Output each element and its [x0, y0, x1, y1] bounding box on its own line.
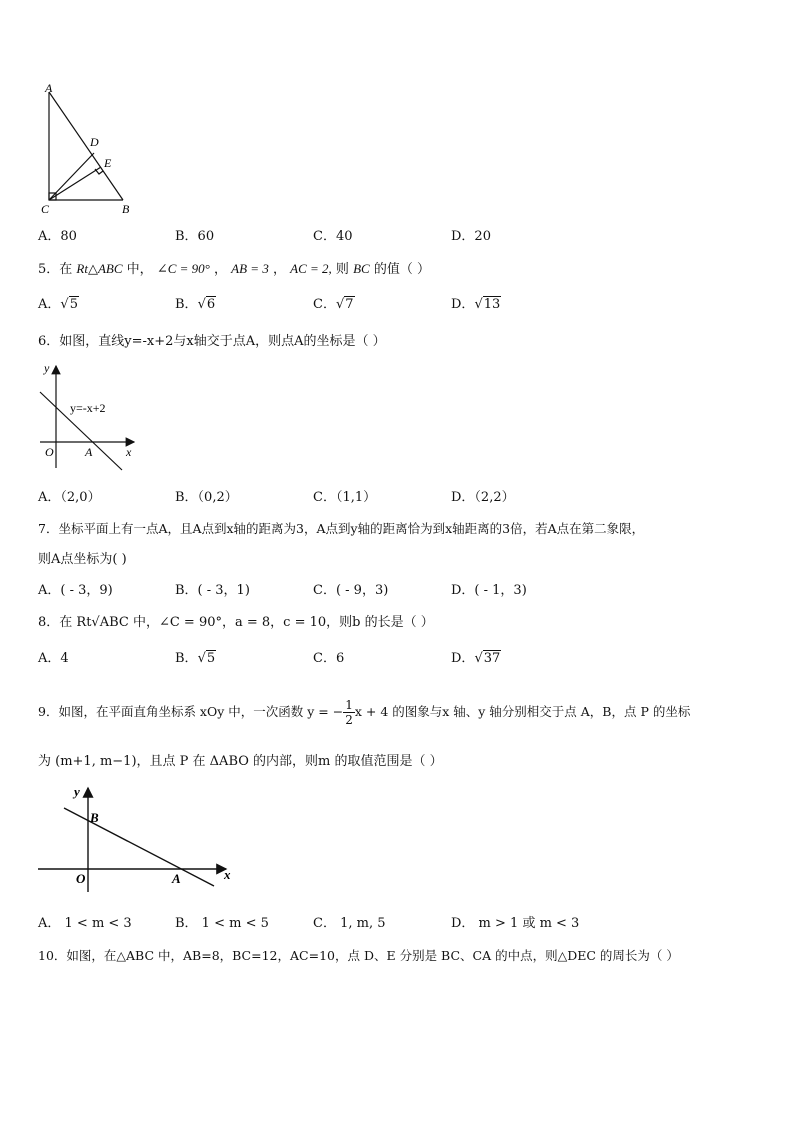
- q7-stem-line1: 7．坐标平面上有一点A，且A点到x轴的距离为3，A点到y轴的距离恰为到x轴距离的3倍，若A点在第二象限，: [38, 521, 645, 536]
- q7-option-d[interactable]: D．( - 1，3): [451, 583, 527, 598]
- q5-option-b-letter: B．: [175, 297, 198, 312]
- graph-figure-q9: [36, 782, 241, 894]
- q6-option-b[interactable]: B．（0,2）: [175, 490, 238, 505]
- q9-fraction-numerator: 1: [345, 697, 353, 712]
- q5-sep-1: ，: [214, 262, 228, 277]
- q8-option-c-value: 6: [335, 651, 345, 666]
- x-axis-label: x: [126, 445, 132, 459]
- q9-fraction-denominator: 2: [345, 712, 353, 727]
- sqrt-icon: √7: [335, 297, 354, 312]
- line-graph: [64, 808, 214, 886]
- q5-ac: AC = 2,: [290, 261, 332, 276]
- label-d: D: [90, 135, 99, 149]
- q9-stem-b: x + 4 的图象与x 轴、y 轴分别相交于点 A，B，点 P 的坐标: [354, 704, 691, 719]
- q8-option-b-radicand: 5: [206, 651, 216, 666]
- q5-then: 则: [335, 262, 349, 277]
- q5-end: 的值（ ）: [373, 262, 430, 277]
- y-axis-label: y: [44, 361, 50, 375]
- q5-ab: AB = 3: [231, 261, 269, 276]
- q9-option-d[interactable]: D． m > 1 或 m < 3: [451, 916, 580, 931]
- q5-option-b[interactable]: [175, 296, 216, 314]
- origin-label: O: [45, 445, 54, 459]
- q9-option-a[interactable]: A． 1 < m < 3: [38, 916, 132, 931]
- y-axis-label: y: [74, 784, 80, 799]
- origin-label: O: [76, 871, 86, 886]
- q7-stem-line2: 则A点坐标为( ): [38, 552, 127, 567]
- q9-option-b[interactable]: B． 1 < m < 5: [175, 916, 269, 931]
- q5-number: 5．在: [38, 262, 73, 277]
- q8-option-d[interactable]: [451, 650, 501, 668]
- point-b-label: B: [90, 810, 99, 825]
- q5-option-c-radicand: 7: [345, 297, 354, 312]
- x-axis-label: x: [224, 867, 231, 882]
- q6-option-a[interactable]: A．（2,0）: [38, 490, 101, 505]
- q9-stem-line2: 为 (m+1, m−1)，且点 P 在 ΔABO 的内部，则m 的取值范围是（ ）: [38, 754, 443, 769]
- sqrt-icon: √37: [474, 651, 501, 666]
- sqrt-icon: √5: [197, 651, 216, 666]
- q8-option-d-letter: D．: [451, 651, 475, 666]
- q8-option-b-letter: B．: [175, 651, 198, 666]
- q9-fraction: [343, 698, 355, 727]
- line-equation-label: y=-x+2: [70, 401, 106, 415]
- q9-stem-line1: [38, 692, 690, 732]
- q6-option-d[interactable]: D．（2,2）: [451, 490, 515, 505]
- q4-option-c[interactable]: C．40: [313, 229, 353, 244]
- q8-option-a-value: 4: [60, 651, 69, 666]
- q4-option-b[interactable]: B．60: [175, 229, 215, 244]
- q5-triangle: Rt△ABC: [76, 261, 123, 276]
- point-a-label: A: [172, 871, 181, 886]
- q10-stem: 10．如图，在△ABC 中，AB=8，BC=12，AC=10，点 D、E 分别是 BC、CA 的中点，则△DEC 的周长为（ ）: [38, 948, 679, 963]
- graph-figure-q6: [36, 360, 141, 472]
- q8-option-a[interactable]: [38, 650, 69, 668]
- q8-option-a-letter: A．: [38, 651, 61, 666]
- q5-bc: BC: [353, 261, 370, 276]
- q7-option-b[interactable]: B．( - 3，1): [175, 583, 250, 598]
- label-a: A: [45, 81, 53, 95]
- sqrt-icon: √6: [197, 297, 216, 312]
- triangle-figure-q4: [36, 80, 146, 220]
- q5-option-c-letter: C．: [313, 297, 336, 312]
- point-a-label: A: [85, 445, 93, 459]
- q8-option-c-letter: C．: [313, 651, 336, 666]
- q5-option-d-letter: D．: [451, 297, 475, 312]
- q5-option-b-radicand: 6: [206, 297, 216, 312]
- label-c: C: [41, 202, 50, 216]
- q6-option-c[interactable]: C．（1,1）: [313, 490, 377, 505]
- q5-angle: ∠C = 90°: [156, 261, 210, 276]
- q5-option-c[interactable]: [313, 296, 355, 314]
- q5-mid: 中，: [126, 262, 153, 277]
- q5-option-a-letter: A．: [38, 297, 61, 312]
- q5-option-d-radicand: 13: [483, 297, 501, 312]
- q4-option-d[interactable]: D．20: [451, 229, 491, 244]
- q8-option-d-radicand: 37: [483, 651, 501, 666]
- q9-stem-a: 9．如图，在平面直角坐标系 xOy 中，一次函数 y = −: [38, 704, 344, 719]
- q6-stem: 6．如图，直线y=-x+2与x轴交于点A，则点A的坐标是（ ）: [38, 334, 386, 349]
- q5-option-a-radicand: 5: [69, 297, 78, 312]
- q7-option-c[interactable]: C．( - 9，3): [313, 583, 389, 598]
- q5-sep-2: ，: [272, 262, 286, 277]
- q8-stem: 8．在 Rt√ABC 中，∠C = 90°，a = 8，c = 10，则b 的长是（ ）: [38, 615, 434, 630]
- q7-option-a[interactable]: A．( - 3，9): [38, 583, 113, 598]
- label-b: B: [122, 202, 130, 216]
- q8-option-b[interactable]: [175, 650, 216, 668]
- q5-option-d[interactable]: [451, 296, 501, 314]
- q5-option-a[interactable]: [38, 296, 79, 314]
- segment-ce: [49, 167, 101, 200]
- sqrt-icon: √13: [474, 297, 501, 312]
- q4-option-a[interactable]: A．80: [38, 229, 77, 244]
- sqrt-icon: √5: [60, 297, 78, 312]
- q5-stem: [38, 260, 430, 279]
- q9-option-c[interactable]: C． 1, m, 5: [313, 916, 386, 931]
- q8-option-c[interactable]: [313, 650, 344, 668]
- side-ab: [49, 92, 123, 200]
- label-e: E: [104, 156, 112, 170]
